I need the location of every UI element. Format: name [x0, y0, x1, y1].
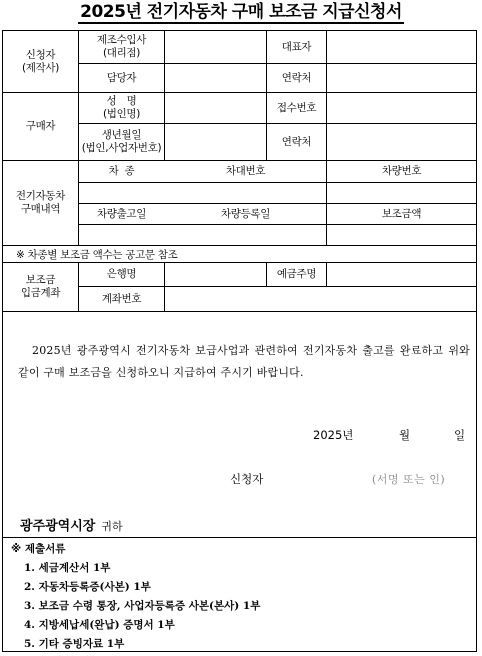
- receipt-number-field[interactable]: [327, 93, 476, 123]
- date-year: 2025년: [313, 428, 354, 442]
- buyer-birth-field[interactable]: [165, 124, 266, 160]
- vehicle-section-label: 전기자동차 구매내역: [15, 190, 66, 215]
- chassis-number-field[interactable]: [165, 183, 326, 203]
- documents-list: [24, 560, 260, 655]
- contact-person-label: 담당자: [106, 71, 137, 84]
- release-date-label: 차량출고일: [96, 207, 147, 220]
- applicant-signature-label: 신청자: [230, 472, 264, 486]
- representative-field[interactable]: [327, 31, 476, 63]
- date-month: 월: [399, 428, 411, 442]
- bank-name-label: 은행명: [106, 268, 137, 280]
- account-holder-field[interactable]: [327, 263, 476, 286]
- list-item: 1. 세금계산서 1부: [24, 562, 111, 574]
- applicant-phone-label: 연락처: [281, 71, 312, 84]
- account-number-field[interactable]: [165, 287, 476, 311]
- signature-hint[interactable]: (서명 또는 인): [372, 473, 446, 486]
- subsidy-amount-label: 보조금액: [381, 207, 422, 220]
- manufacturer-field[interactable]: [165, 31, 266, 63]
- plate-number-label: 차량번호: [381, 165, 422, 177]
- account-number-label: 계좌번호: [101, 292, 142, 305]
- receipt-number-label: 접수번호: [276, 101, 317, 114]
- list-item: 5. 기타 증빙자료 1부: [24, 638, 125, 650]
- chassis-number-label: 차대번호: [225, 165, 266, 177]
- form-title: 2025년 전기자동차 구매 보조금 지급신청서: [80, 2, 402, 22]
- buyer-name-field[interactable]: [165, 93, 266, 123]
- list-item: 3. 보조금 수령 통장, 사업자등록증 사본(본사) 1부: [24, 600, 261, 612]
- registration-date-field[interactable]: [165, 225, 326, 245]
- manufacturer-label: 제조수입사 (대리점): [96, 34, 147, 59]
- date-day: 일: [454, 428, 466, 442]
- applicant-phone-field[interactable]: [327, 64, 476, 92]
- buyer-phone-label: 연락처: [281, 135, 312, 148]
- representative-label: 대표자: [281, 40, 312, 53]
- contact-person-field[interactable]: [165, 64, 266, 92]
- addressee: [20, 515, 123, 534]
- bank-name-field[interactable]: [165, 263, 266, 286]
- application-statement: 2025년 광주광역시 전기자동차 보급사업과 관련하여 전기자동차 출고를 완료하고 위와 같이 구매 보조금을 신청하오니 지급하여 주시기 바랍니다.: [18, 344, 470, 379]
- addressee-honorific: 귀하: [101, 520, 123, 533]
- release-date-field[interactable]: [79, 225, 164, 245]
- applicant-section-label: 신청자 (제작사): [21, 48, 60, 74]
- documents-title: ※ 제출서류: [11, 543, 66, 555]
- subsidy-note: ※ 차종별 보조금 액수는 공고문 참조: [16, 249, 178, 261]
- buyer-name-label: 성 명 (법인명): [102, 95, 141, 120]
- account-holder-label: 예금주명: [276, 268, 317, 280]
- subsidy-amount-field[interactable]: [327, 225, 476, 245]
- account-section-label: 보조금 입금계좌: [20, 274, 61, 299]
- vehicle-model-field[interactable]: [79, 183, 164, 203]
- vehicle-model-label: 차 종: [108, 165, 135, 177]
- addressee-name: 광주광역시장: [20, 519, 96, 534]
- registration-date-label: 차량등록일: [220, 207, 271, 220]
- list-item: 2. 자동차등록증(사본) 1부: [24, 581, 151, 593]
- plate-number-field[interactable]: [327, 183, 476, 203]
- buyer-phone-field[interactable]: [327, 124, 476, 160]
- buyer-birth-label: 생년월일 (법인,사업자번호): [81, 129, 162, 154]
- buyer-section-label: 구매자: [25, 120, 56, 132]
- list-item: 4. 지방세납세(완납) 증명서 1부: [24, 619, 175, 631]
